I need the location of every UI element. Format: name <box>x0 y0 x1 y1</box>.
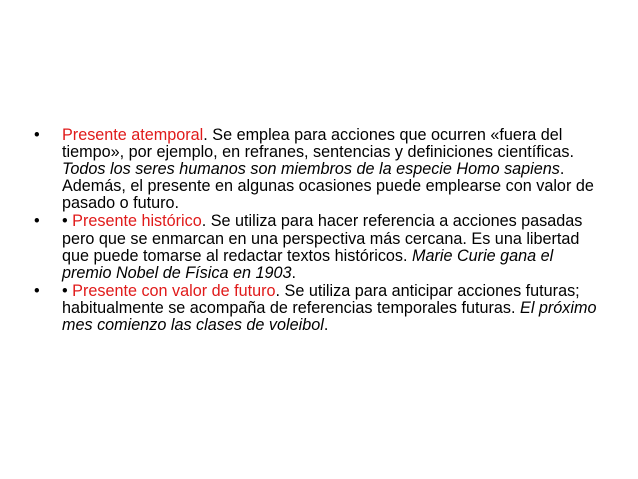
tail-text: . Además, el presente en algunas ocasiones puede emplearse con valor de pasado o futuro. <box>62 160 594 213</box>
example-text: Marie Curie gana el premio Nobel de Física en 1903 <box>62 246 554 282</box>
inline-bullet-prefix: • <box>62 212 73 231</box>
tail-text: . <box>323 316 329 335</box>
term-label: Presente histórico <box>72 212 202 231</box>
bullet-marker: • <box>34 126 40 144</box>
inline-bullet-prefix: • <box>62 281 73 300</box>
term-label: Presente con valor de futuro <box>72 281 276 300</box>
body-text: . Se utiliza para hacer referencia a acciones pasadas pero que se enmarcan en una perspectiva más cercana. Es una libertad que puede tomarse al redactar textos históricos. <box>62 212 583 265</box>
tail-text: . <box>291 263 296 282</box>
bullet-item-presente-atemporal <box>34 127 604 212</box>
bullet-list <box>34 127 604 335</box>
body-text: . Se emplea para acciones que ocurren «fuera del tiempo», por ejemplo, en refranes, sentencias y definiciones científicas. <box>62 126 574 162</box>
bullet-marker: • <box>34 212 40 231</box>
body-text: . Se utiliza para anticipar acciones futuras; habitualmente se acompaña de referencias temporales futuras. <box>62 281 580 317</box>
bullet-item-presente-futuro <box>34 283 604 334</box>
bullet-item-presente-historico <box>34 213 604 281</box>
bullet-marker: • <box>34 281 40 300</box>
example-text: Todos los seres humanos son miembros de la especie Homo sapiens <box>62 160 560 179</box>
example-text: El próximo mes comienzo las clases de voleibol <box>62 298 597 335</box>
term-label: Presente atemporal <box>62 126 204 144</box>
